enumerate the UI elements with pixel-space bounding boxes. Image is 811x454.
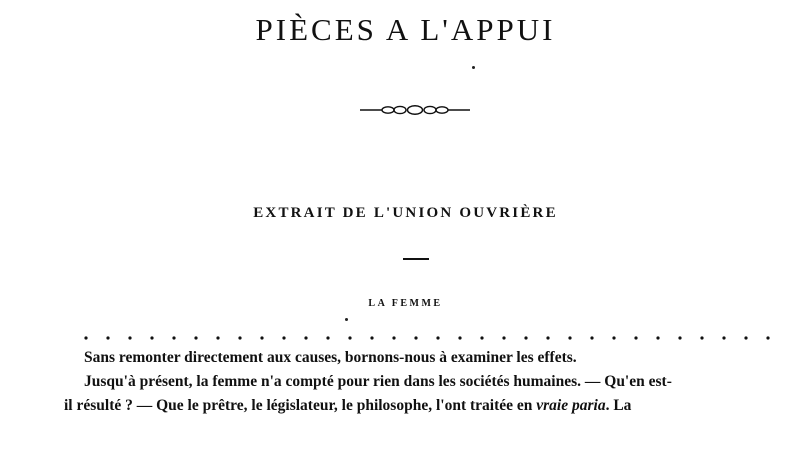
subsection-title: LA FEMME — [368, 298, 443, 309]
body-line-3 — [64, 397, 631, 415]
body-line-3-end: . La — [605, 397, 632, 414]
page-title: PIÈCES A L'APPUI — [255, 12, 556, 47]
ellipsis-dot-leader — [84, 335, 784, 341]
body-line-3-start: il résulté ? — Que le prêtre, le législateur, le philosophe, l'ont traitée en — [64, 397, 537, 414]
stray-dot — [345, 318, 348, 321]
body-line-2: Jusqu'à présent, la femme n'a compté pour rien dans les sociétés humaines. — Qu'en est- — [84, 373, 672, 390]
emphasis-vraie-paria: vraie paria — [536, 397, 606, 414]
section-rule — [403, 258, 429, 260]
ornament-divider-icon — [360, 104, 470, 116]
body-line-1: Sans remonter directement aux causes, bornons-nous à examiner les effets. — [84, 349, 577, 366]
stray-dot — [472, 66, 475, 69]
section-title: EXTRAIT DE L'UNION OUVRIÈRE — [253, 205, 558, 221]
